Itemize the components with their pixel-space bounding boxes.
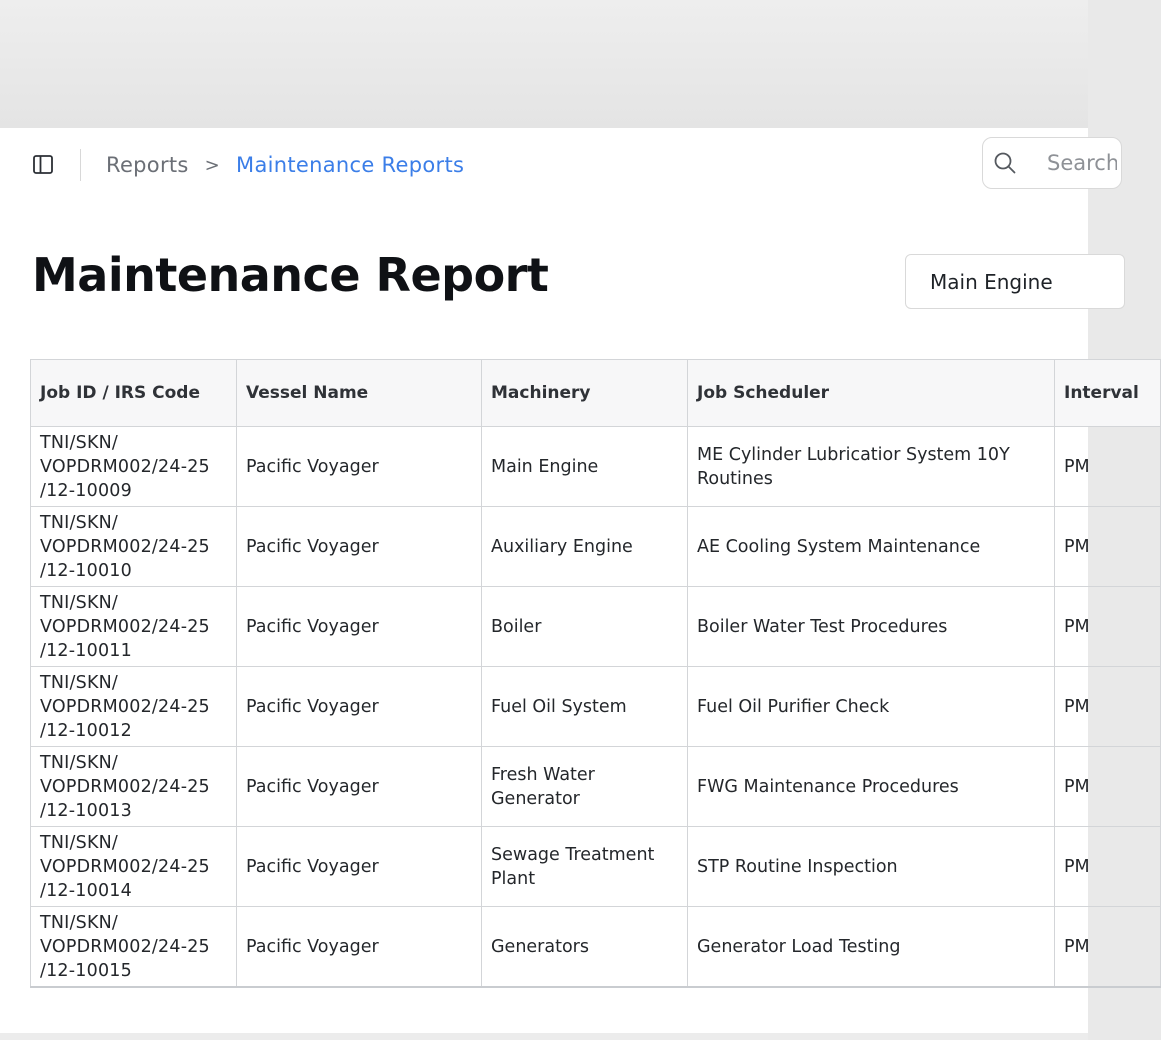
cell-type: PM bbox=[1055, 667, 1161, 747]
cell-machinery: Sewage Treatment Plant bbox=[482, 827, 688, 907]
cell-type: PM bbox=[1055, 427, 1161, 507]
column-header-machinery[interactable]: Machinery bbox=[482, 360, 688, 427]
breadcrumb-maintenance-reports[interactable]: Maintenance Reports bbox=[236, 153, 465, 177]
maintenance-table bbox=[30, 359, 1160, 988]
cell-type: PM bbox=[1055, 587, 1161, 667]
cell-vessel-name: Pacific Voyager bbox=[237, 587, 482, 667]
cell-job-scheduler: Generator Load Testing bbox=[688, 907, 1055, 988]
cell-vessel-name: Pacific Voyager bbox=[237, 907, 482, 988]
table-row[interactable] bbox=[31, 747, 1161, 827]
cell-job-scheduler: Boiler Water Test Procedures bbox=[688, 587, 1055, 667]
cell-job-id: TNI/SKN/ VOPDRM002/24-25 /12-10014 bbox=[31, 827, 237, 907]
breadcrumb-separator: > bbox=[204, 154, 221, 176]
cell-job-id: TNI/SKN/ VOPDRM002/24-25 /12-10009 bbox=[31, 427, 237, 507]
column-header-interval[interactable]: Interval bbox=[1055, 360, 1161, 427]
cell-job-id: TNI/SKN/ VOPDRM002/24-25 /12-10012 bbox=[31, 667, 237, 747]
cell-machinery: Main Engine bbox=[482, 427, 688, 507]
cell-job-scheduler: AE Cooling System Maintenance bbox=[688, 507, 1055, 587]
cell-machinery: Auxiliary Engine bbox=[482, 507, 688, 587]
cell-vessel-name: Pacific Voyager bbox=[237, 507, 482, 587]
breadcrumb-divider bbox=[80, 149, 81, 181]
machinery-filter-select[interactable] bbox=[905, 254, 1125, 309]
cell-type: PM bbox=[1055, 827, 1161, 907]
cell-vessel-name: Pacific Voyager bbox=[237, 827, 482, 907]
cell-type: PM bbox=[1055, 747, 1161, 827]
page-title: Maintenance Report bbox=[32, 248, 549, 302]
cell-job-id: TNI/SKN/ VOPDRM002/24-25 /12-10011 bbox=[31, 587, 237, 667]
top-background bbox=[0, 0, 1088, 128]
cell-job-scheduler: ME Cylinder Lubricatior System 10Y Routines bbox=[688, 427, 1055, 507]
table-header-row bbox=[31, 360, 1161, 427]
sidebar-toggle-icon[interactable] bbox=[33, 154, 53, 176]
cell-vessel-name: Pacific Voyager bbox=[237, 747, 482, 827]
cell-job-id: TNI/SKN/ VOPDRM002/24-25 /12-10010 bbox=[31, 507, 237, 587]
cell-job-scheduler: STP Routine Inspection bbox=[688, 827, 1055, 907]
bottom-background bbox=[0, 1033, 1088, 1040]
cell-vessel-name: Pacific Voyager bbox=[237, 667, 482, 747]
cell-machinery: Fresh Water Generator bbox=[482, 747, 688, 827]
cell-job-scheduler: FWG Maintenance Procedures bbox=[688, 747, 1055, 827]
cell-job-id: TNI/SKN/ VOPDRM002/24-25 /12-10015 bbox=[31, 907, 237, 988]
cell-job-scheduler: Fuel Oil Purifier Check bbox=[688, 667, 1055, 747]
machinery-filter-value: Main Engine bbox=[930, 269, 1053, 294]
table-row[interactable] bbox=[31, 587, 1161, 667]
search-box[interactable] bbox=[982, 137, 1122, 189]
table-row[interactable] bbox=[31, 827, 1161, 907]
cell-machinery: Generators bbox=[482, 907, 688, 988]
column-header-job-scheduler[interactable]: Job Scheduler bbox=[688, 360, 1055, 427]
table-row[interactable] bbox=[31, 907, 1161, 988]
table-row[interactable] bbox=[31, 667, 1161, 747]
table-row[interactable] bbox=[31, 507, 1161, 587]
cell-vessel-name: Pacific Voyager bbox=[237, 427, 482, 507]
search-input[interactable] bbox=[1047, 150, 1117, 176]
cell-machinery: Boiler bbox=[482, 587, 688, 667]
column-header-vessel-name[interactable]: Vessel Name bbox=[237, 360, 482, 427]
cell-type: PM bbox=[1055, 907, 1161, 988]
breadcrumb-reports[interactable]: Reports bbox=[106, 153, 189, 177]
cell-machinery: Fuel Oil System bbox=[482, 667, 688, 747]
main-panel bbox=[0, 128, 1139, 1033]
breadcrumb bbox=[106, 150, 464, 180]
column-header-job-id[interactable]: Job ID / IRS Code bbox=[31, 360, 237, 427]
search-icon bbox=[993, 151, 1017, 175]
cell-job-id: TNI/SKN/ VOPDRM002/24-25 /12-10013 bbox=[31, 747, 237, 827]
cell-type: PM bbox=[1055, 507, 1161, 587]
table-row[interactable] bbox=[31, 427, 1161, 507]
